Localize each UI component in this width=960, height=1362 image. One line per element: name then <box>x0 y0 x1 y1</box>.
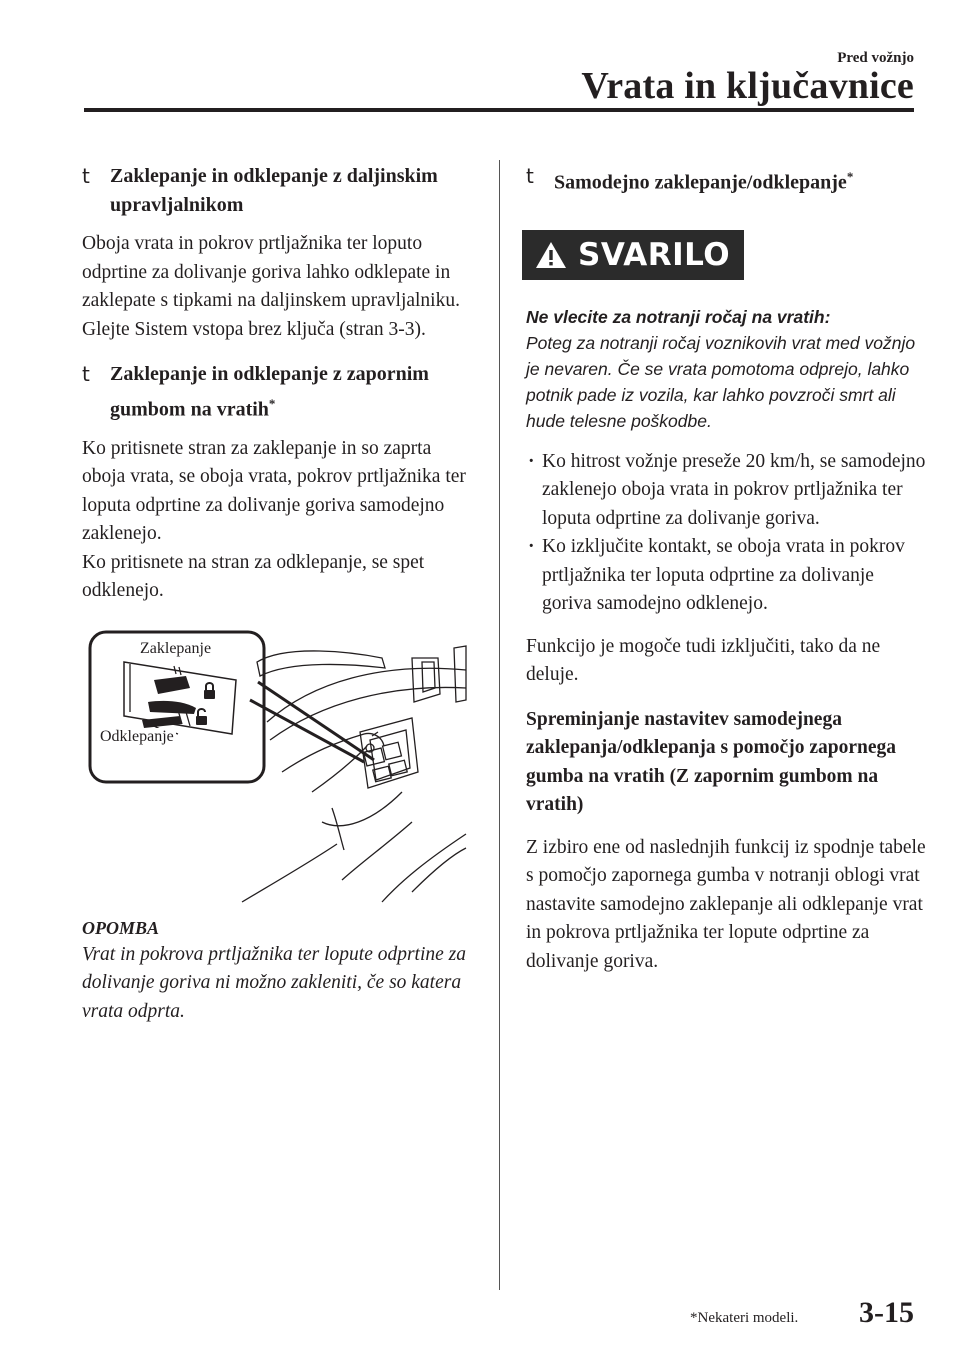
heading-marker: t <box>82 362 90 386</box>
asterisk-mark: * <box>846 169 854 184</box>
note-text: Vrat in pokrova prtljažnika ter lopute odprtine za dolivanje goriva ni možno zakleniti, če so katera vrata odprta. <box>82 943 467 1022</box>
heading-text: Zaklepanje in odklepanje z zapornim gumbom na vratih <box>110 363 429 421</box>
settings-paragraph: Z izbiro ene od naslednjih funkcij iz spodnje tabele s pomočjo zapornega gumba v notranji oblogi vrat nastavite samodejno zaklepanje ali odklepanje vrat in pokrova prtljažnika ter lopute odprtine za dolivanje goriva. <box>526 836 926 972</box>
heading-text: Samodejno zaklepanje/odklepanje <box>554 171 847 194</box>
lock-switch-paragraph: Ko pritisnete stran za zaklepanje in so zaprta oboja vrata, se oboja vrata, pokrov prtljažnika ter loputa odprtine za dolivanje goriva samodejno zaklenejo. <box>82 437 466 545</box>
page-title: Vrata in ključavnice <box>581 65 914 107</box>
right-column <box>526 162 926 992</box>
page-number: 3-15 <box>859 1296 914 1329</box>
heading-door-lock-switch <box>82 360 477 425</box>
section-label: Pred vožnjo <box>837 50 914 66</box>
list-item: · Ko hitrost vožnje preseže 20 km/h, se samodejno zaklenejo oboja vrata in pokrov prtljažnika ter loputa odprtine za dolivanje goriva. <box>526 448 926 534</box>
note-title: OPOMBA <box>82 917 160 938</box>
heading-marker: t <box>526 164 534 188</box>
heading-text: Zaklepanje in odklepanje z daljinskim upravljalnikom <box>110 165 438 216</box>
disable-paragraph: Funkcijo je mogoče tudi izključiti, tako da ne deluje. <box>526 635 881 686</box>
remote-lock-paragraph: Oboja vrata in pokrov prtljažnika ter loputo odprtine za dolivanje goriva lahko odklepate in zaklepate s tipkami na daljinskem upravljalniku. Glejte Sistem vstopa brez ključa (stran 3-3). <box>82 233 460 340</box>
unlock-switch-paragraph: Ko pritisnete na stran za odklepanje, se spet odklenejo. <box>82 551 425 602</box>
door-switch-illustration <box>82 622 467 904</box>
settings-heading: Spreminjanje nastavitev samodejnega zaklepanja/odklepanja s pomočjo zapornega gumba na vratih (Z zapornim gumbom na vratih) <box>526 708 896 816</box>
warning-badge <box>522 230 744 280</box>
auto-lock-list <box>526 448 926 619</box>
column-divider <box>499 160 500 1290</box>
unlock-label: Odklepanje <box>100 727 174 745</box>
footnote: *Nekateri modeli. <box>690 1310 799 1326</box>
warning-body: Poteg za notranji ročaj voznikovih vrat med vožnjo je nevaren. Če se vrata pomotoma odprejo, lahko potnik pade iz vozila, kar lahko povzroči smrt ali hude telesne poškodbe. <box>526 332 916 431</box>
heading-auto-lock <box>526 162 926 198</box>
warning-label: SVARILO <box>578 236 731 273</box>
door-panel-drawing <box>82 622 467 904</box>
heading-remote-lock <box>82 162 477 220</box>
header-rule <box>84 108 914 112</box>
warning-triangle-icon <box>534 240 568 270</box>
warning-heading: Ne vlecite za notranji ročaj na vratih: <box>526 306 831 327</box>
asterisk-mark: * <box>268 396 276 411</box>
list-item: · Ko izključite kontakt, se oboja vrata in pokrov prtljažnika ter loputa odprtine za dolivanje goriva samodejno odklenejo. <box>526 533 926 619</box>
lock-label: Zaklepanje <box>140 639 212 657</box>
heading-marker: t <box>82 164 90 188</box>
left-column <box>82 162 477 1026</box>
